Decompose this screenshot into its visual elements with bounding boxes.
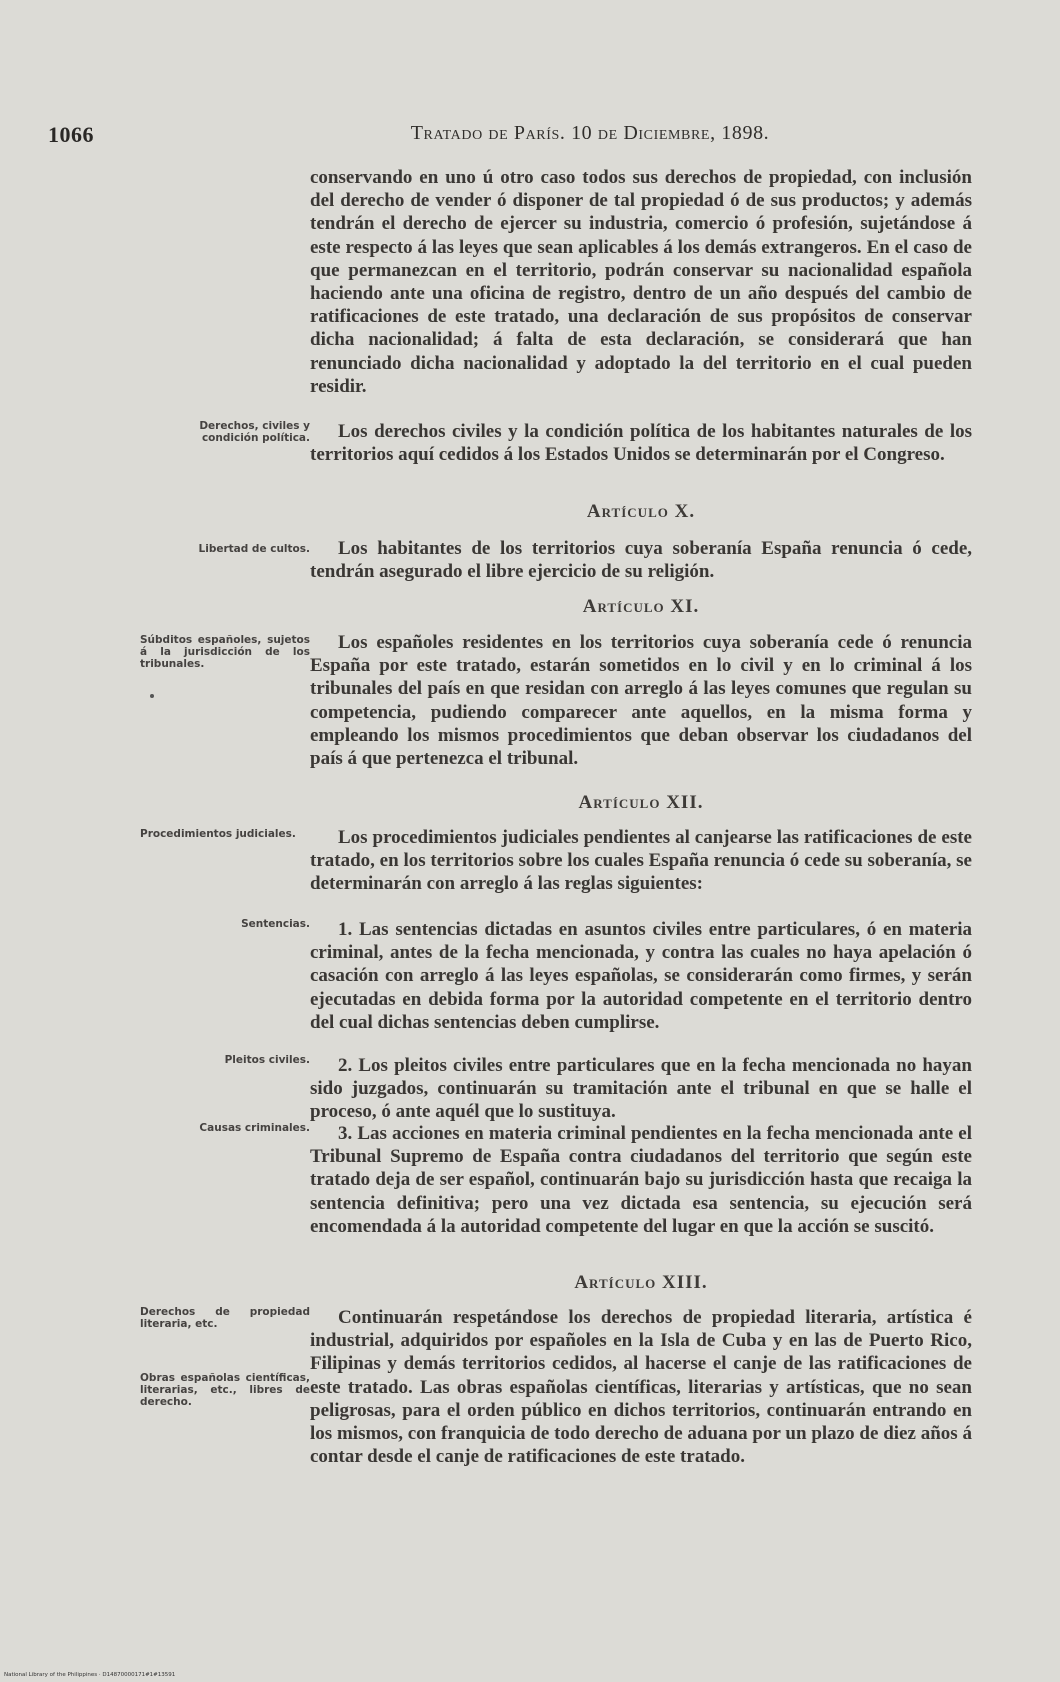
paragraph-derechos-civiles: Los derechos civiles y la condición política de los habitantes naturales de los territorios aquí cedidos á los Estados Unidos se determinarán por el Congreso.: [310, 421, 972, 466]
body-article-xi: [310, 631, 972, 770]
paragraph-article-xii-rule-1: 1. Las sentencias dictadas en asuntos civiles entre particulares, ó en materia criminal, antes de la fecha mencionada, y contra las cuales no haya apelación ó casación con arreglo á las leyes españolas, se considerarán como firmes, y serán ejecutadas en debida forma por la autoridad competente en el territorio dentro del cual dichas sentencias deben cumplirse.: [310, 919, 972, 1033]
body-article-xii-rule-1: [310, 918, 972, 1034]
marginal-note-procedimientos: Procedimientos judiciales.: [140, 828, 296, 840]
marginal-note-derechos-civiles: Derechos, civiles y condición política.: [199, 420, 310, 444]
article-heading-x: Artículo X.: [586, 501, 696, 522]
running-title: Tratado de París. 10 de Diciembre, 1898.: [410, 122, 770, 144]
marginal-note-causas: Causas criminales.: [199, 1122, 310, 1134]
body-article-x: [310, 537, 972, 583]
marginal-note-sentencias: Sentencias.: [241, 918, 310, 930]
article-heading-xiii: Artículo XIII.: [574, 1272, 708, 1293]
body-article-xii-intro: [310, 826, 972, 896]
body-article-xii-rule-3: [310, 1122, 972, 1238]
body-article-xii-rule-2: [310, 1054, 972, 1124]
article-heading-xii: Artículo XII.: [578, 792, 704, 813]
page-number: 1066: [48, 122, 94, 147]
paragraph-article-xii-intro: Los procedimientos judiciales pendientes al canjearse las ratificaciones de este tratado, en los territorios sobre los cuales España renuncia ó cede su soberanía, se determinarán con arreglo á las reglas siguientes:: [310, 827, 972, 895]
marginal-note-pleitos: Pleitos civiles.: [224, 1054, 310, 1066]
body-continuation: [310, 166, 972, 398]
paragraph-continuation: conservando en uno ú otro caso todos sus derechos de propiedad, con inclusión del derecho de vender ó disponer de tal propiedad ó de sus productos; y además tendrán el derecho de ejercer su industria, comercio ó profesión, sujetándose á este respecto á las leyes que sean aplicables á los demás extrangeros. En el caso de que permanezcan en el territorio, podrán conservar su nacionalidad española haciendo ante una oficina de registro, dentro de un año después del cambio de ratificaciones de este tratado, una declaración de sus propósitos de conservar dicha nacionalidad; á falta de esta declaración, se considerará que han renunciado dicha nacionalidad y adoptado la del territorio en el cual pueden residir.: [310, 167, 972, 397]
paragraph-article-xii-rule-2: 2. Los pleitos civiles entre particulares que en la fecha mencionada no hayan sido juzgados, continuarán su tramitación ante el tribunal en que se halle el proceso, ó ante aquél que lo sustituya.: [310, 1055, 972, 1123]
stray-ink-mark: [150, 694, 154, 698]
marginal-note-propiedad-literaria: Derechos de propiedad literaria, etc.: [140, 1306, 310, 1330]
article-heading-xi: Artículo XI.: [582, 596, 700, 617]
marginal-note-libertad-cultos: Libertad de cultos.: [198, 543, 310, 555]
footer-credit: National Library of the Philippines · D14870000171#1#13591: [4, 1672, 176, 1678]
marginal-note-obras: Obras españolas científicas, literarias, etc., libres de derecho.: [140, 1372, 310, 1408]
paragraph-article-x: Los habitantes de los territorios cuya soberanía España renuncia ó cede, tendrán asegurado el libre ejercicio de su religión.: [310, 538, 972, 583]
paragraph-article-xiii: Continuarán respetándose los derechos de propiedad literaria, artística é industrial, adquiridos por españoles en la Isla de Cuba y en las de Puerto Rico, Filipinas y demás territorios cedidos, al hacerse el canje de las ratificaciones de este tratado. Las obras españolas científicas, literarias y artísticas, que no sean peligrosas, para el orden público en dichos territorios, continuarán entrando en los mismos, con franquicia de todo derecho de aduana por un plazo de diez años á contar desde el canje de ratificaciones de este tratado.: [310, 1307, 972, 1468]
body-article-xiii: [310, 1306, 972, 1468]
paragraph-article-xi: Los españoles residentes en los territorios cuya soberanía cede ó renuncia España por este tratado, estarán sometidos en lo civil y en lo criminal á los tribunales del país en que residan con arreglo á las leyes comunes que regulan su competencia, pudiendo comparecer ante aquellos, en la misma forma y empleando los mismos procedimientos que deban observar los ciudadanos del país á que pertenezca el tribunal.: [310, 632, 972, 770]
marginal-note-subditos: Súbditos españoles, sujetos á la jurisdicción de los tribunales.: [140, 634, 310, 670]
paragraph-article-xii-rule-3: 3. Las acciones en materia criminal pendientes en la fecha mencionada ante el Tribunal Supremo de España contra ciudadanos del territorio que según este tratado deja de ser español, continuarán bajo su jurisdicción hasta que recaiga la sentencia definitiva; pero una vez dictada esa sentencia, su ejecución será encomendada á la autoridad competente del lugar en que la acción se suscitó.: [310, 1123, 972, 1237]
body-derechos-civiles: [310, 420, 972, 466]
